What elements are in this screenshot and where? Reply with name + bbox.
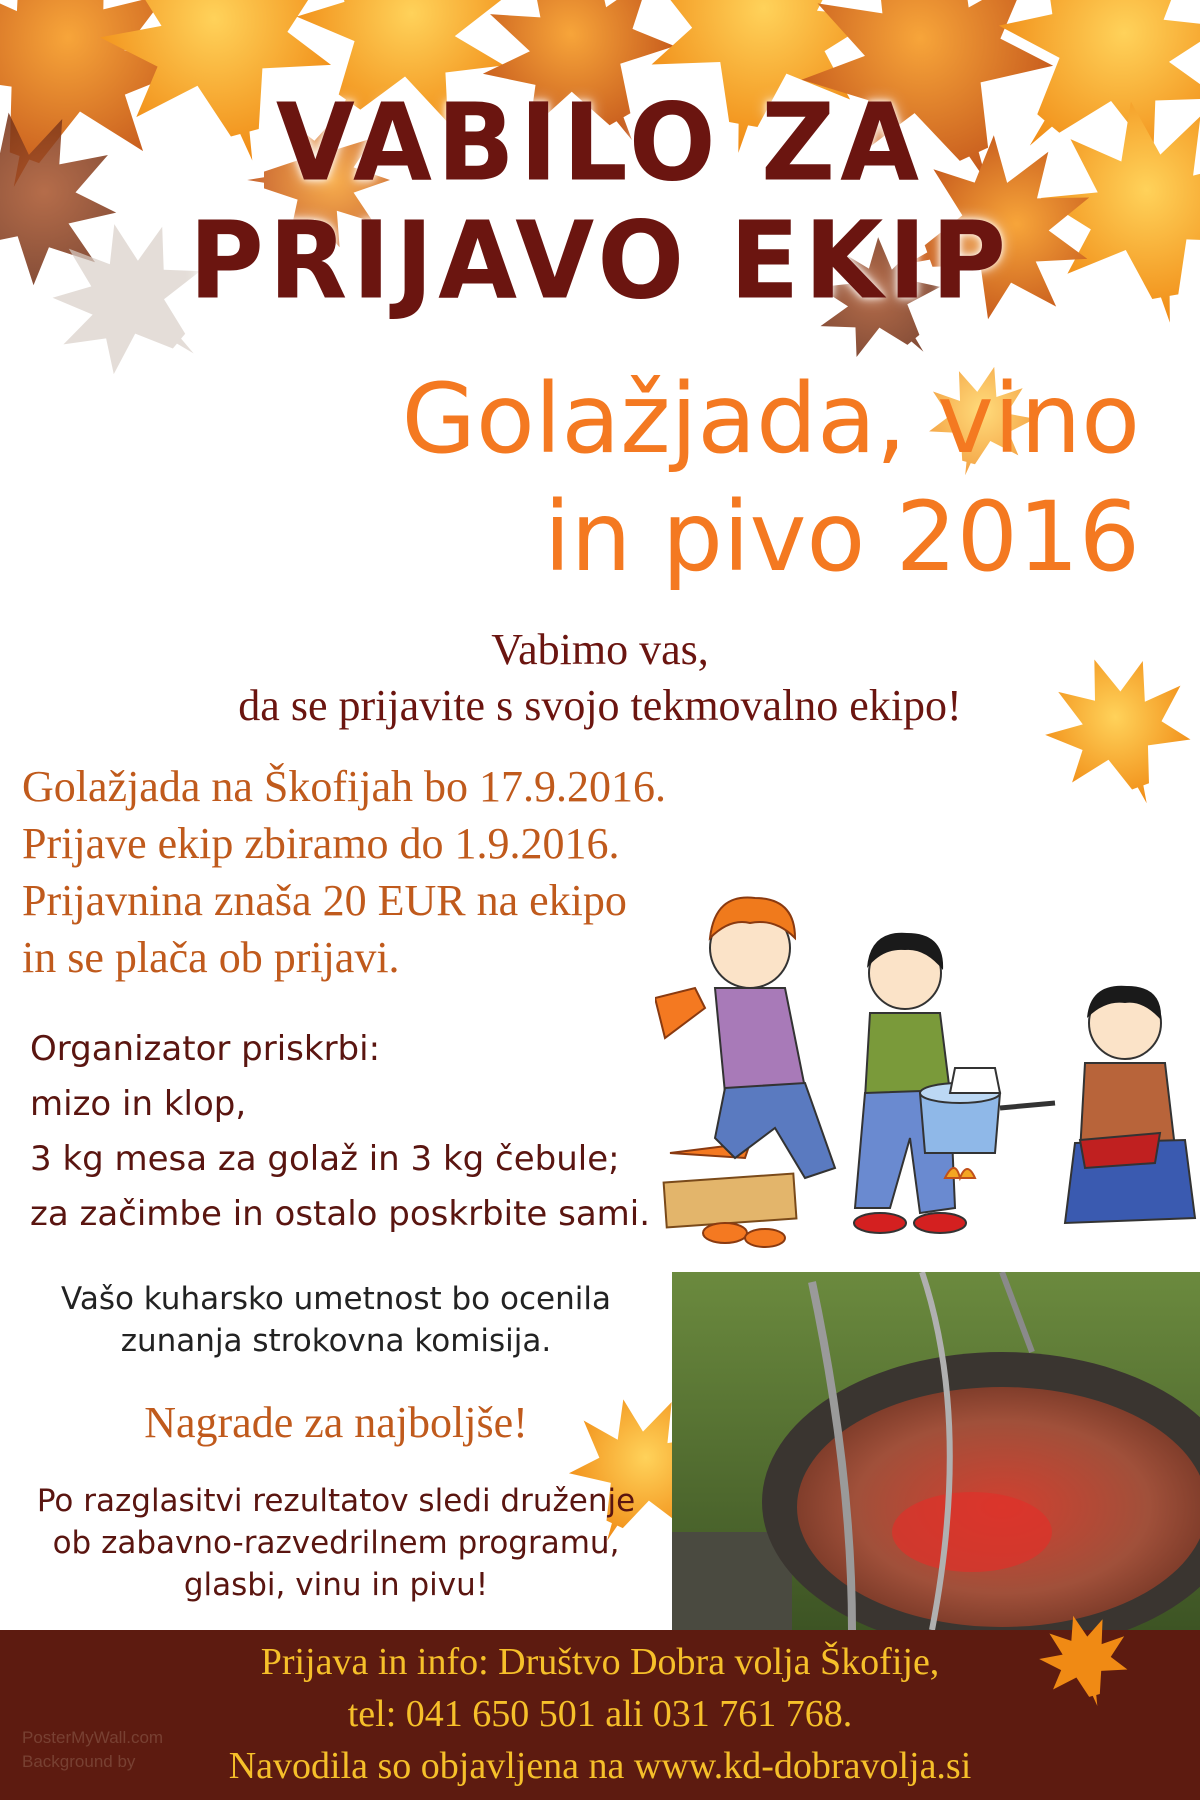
- headline-line-2: PRIJAVO EKIP: [188, 199, 1011, 324]
- organizer-provides: [30, 1022, 650, 1242]
- details-line-2: Prijave ekip zbiramo do 1.9.2016.: [22, 819, 620, 868]
- invite-line-1: Vabimo vas,: [491, 625, 709, 674]
- headline: [0, 81, 1200, 324]
- details-line-1: Golažjada na Škofijah bo 17.9.2016.: [22, 762, 666, 811]
- details-line-4: in se plača ob prijavi.: [22, 933, 400, 982]
- credit-line-2: Background by: [22, 1752, 136, 1771]
- footer-line-1: Prijava in info: Društvo Dobra volja Škofije,: [260, 1641, 940, 1683]
- jury-line-1: Vašo kuharsko umetnost bo ocenila: [61, 1281, 611, 1317]
- event-title-line-1: Golažjada, vino: [401, 363, 1140, 475]
- footer-contact: [0, 1636, 1200, 1792]
- party-line-2: ob zabavno-razvedrilnem programu,: [52, 1525, 620, 1561]
- party-line-1: Po razglasitvi rezultatov sledi druženje: [36, 1483, 636, 1519]
- organizer-line-3: 3 kg mesa za golaž in 3 kg čebule;: [30, 1139, 620, 1179]
- watermark-credits: [22, 1726, 163, 1774]
- invite-line-2: da se prijavite s svojo tekmovalno ekipo!: [238, 681, 962, 730]
- event-title: [0, 360, 1200, 596]
- credit-line-1: PosterMyWall.com: [22, 1728, 164, 1747]
- party-text: [0, 1480, 672, 1606]
- details-line-3: Prijavnina znaša 20 EUR na ekipo: [22, 876, 627, 925]
- jury-line-2: zunanja strokovna komisija.: [120, 1323, 552, 1359]
- jury-text: [0, 1278, 672, 1362]
- invitation-text: [0, 622, 1200, 734]
- organizer-line-1: Organizator priskrbi:: [30, 1029, 381, 1069]
- organizer-line-2: mizo in klop,: [30, 1084, 247, 1124]
- organizer-line-4: za začimbe in ostalo poskrbite sami.: [30, 1194, 651, 1234]
- cauldron-photo: [672, 1272, 1200, 1630]
- event-title-line-2: in pivo 2016: [543, 481, 1140, 593]
- headline-line-1: VABILO ZA: [275, 81, 925, 206]
- footer-line-2: tel: 041 650 501 ali 031 761 768.: [347, 1693, 853, 1735]
- party-line-3: glasbi, vinu in pivu!: [183, 1567, 489, 1603]
- footer-line-3[interactable]: Navodila so objavljena na www.kd-dobravolja.si: [228, 1745, 972, 1787]
- event-details: [22, 758, 666, 986]
- prizes-text: Nagrade za najboljše!: [144, 1398, 528, 1447]
- kids-cooking-illustration: [655, 878, 1200, 1278]
